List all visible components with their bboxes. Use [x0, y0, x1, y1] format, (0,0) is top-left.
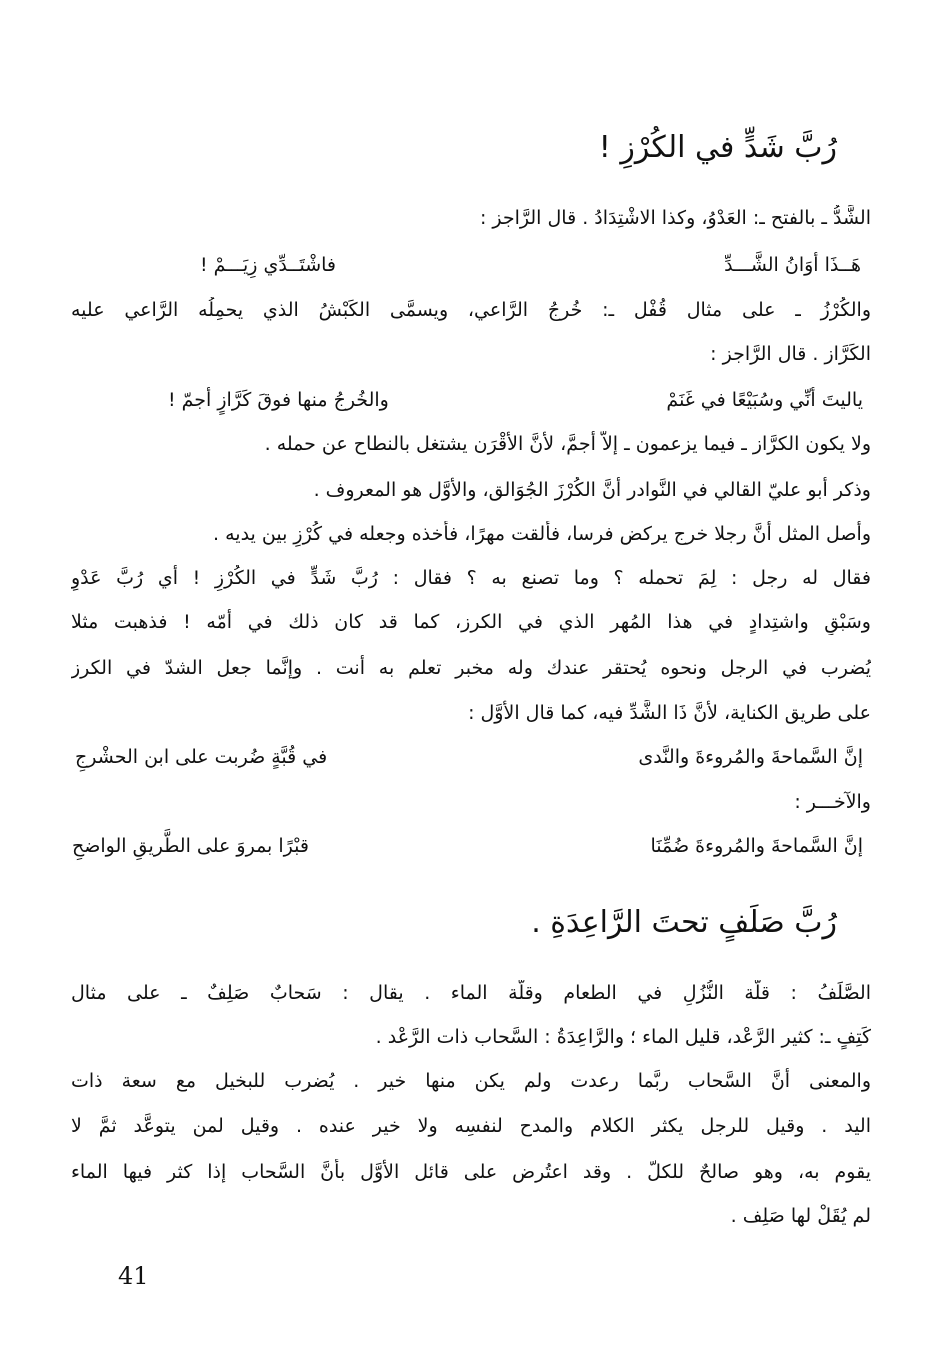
text-line: الصَّلَفُ : قلَّة النُّزُلِ في الطعام وقلَّة الماء . يقال : سَحابٌ صَلِفٌ ـ على مثال: [71, 982, 871, 1004]
verse-hemistich-left: في قُبَّةٍ ضُربت على ابن الحشْرجِ: [75, 746, 328, 768]
proverb-heading-2: رُبَّ صَلَفٍ تحتَ الرَّاعِدَةِ .: [531, 905, 837, 940]
verse-hemistich-right: إنَّ السَّماحةَ والمُروءةَ والنَّدى: [638, 746, 863, 768]
text-line: يُضرب في الرجل ونحوه يُحتقر عندك وله مخبر تعلم به أنت . وإنَّما جعل الشدّ في الكرز: [71, 657, 871, 679]
text-line: والكُرْزُ ـ على مثال قُفْل ـ: خُرجُ الرَّاعي، ويسمَّى الكَبْشُ الذي يحمِلُه الرَّاعي عليه: [71, 299, 871, 321]
text-line: والمعنى أنَّ السَّحاب ربَّما رعدت ولم يكن منها خير . يُضرب للبخيل مع سعة ذات: [71, 1070, 871, 1092]
text-line: على طريق الكناية، لأنَّ ذَا الشَّدِّ فيه، كما قال الأوَّل :: [468, 702, 871, 724]
text-line: ولا يكون الكرَّاز ـ فيما يزعمون ـ إلاَّ أجمَّ، لأنَّ الأقْرَن يشتغل بالنطاح عن حمله .: [264, 433, 871, 455]
verse-hemistich-right: إنَّ السَّماحةَ والمُروءةَ ضُمِّنَا: [650, 835, 863, 857]
verse-hemistich-right: هَــذَا أوَانُ الشَّـــدِّ: [724, 254, 861, 276]
text-line: وسَبْقٍ واشتِدادٍ في هذا المُهر الذي في الكرز، كما قد كان ذلك في أمّه ! فذهبت مثلا: [71, 611, 871, 633]
text-line: يقوم به، وهو صالحٌ للكلّ . وقد اعتُرض على قائل الأوَّل بأنَّ السَّحاب إذا كثر فيها الماء: [71, 1161, 871, 1183]
text-line: لم يُقَلْ لها صَلِف .: [730, 1205, 871, 1227]
text-line: وذكر أبو عليّ القالي في النَّوادر أنَّ الكُرْزَ الجُوَالق، والأوَّل هو المعروف .: [313, 479, 871, 501]
text-line: وأصل المثل أنَّ رجلا خرج يركض فرسا، فألقت مهرًا، فأخذه وجعله في كُرْزٍ بين يديه .: [213, 523, 871, 545]
page-number: 41: [118, 1262, 149, 1290]
verse-hemistich-left: فاشْتَــدِّي زِيَـــمْ !: [200, 254, 337, 276]
text-line: كَتِفٍ ـ: كثير الرَّعْد، قليل الماء ؛ والرَّاعِدَةُ : السَّحاب ذات الرَّعْد .: [375, 1026, 871, 1048]
verse-hemistich-right: ياليتَ أنِّي وسُبَيْعًا في غَنَمْ: [666, 389, 863, 411]
text-line: اليد . وقيل للرجل يكثر الكلام والمدح لنفسِه ولا خير عنده . وقيل لمن يتوعَّد ثمَّ لا: [71, 1115, 871, 1137]
verse-hemistich-left: قبْرًا بمروَ على الطَّريقِ الواضحِ: [72, 835, 309, 857]
text-line: الشَّدُّ ـ بالفتح ـ: العَدْوُ، وكذا الاشْتِدَادُ . قال الرَّاجز :: [479, 207, 871, 229]
text-line: الكَرَّاز . قال الرَّاجز :: [710, 343, 871, 365]
proverb-heading-1: رُبَّ شَدٍّ في الكُرْزِ !: [598, 130, 837, 165]
text-line: فقال له رجل : لِمَ تحمله ؟ وما تصنع به ؟ فقال : رُبَّ شَدٍّ في الكُرْزِ ! أي رُبَّ عَدْوٍ: [71, 567, 871, 589]
verse-hemistich-left: والخُرجُ منها فوقَ كَرَّازٍ أجمّ !: [168, 389, 389, 411]
text-line: والآخـــر :: [794, 791, 871, 813]
